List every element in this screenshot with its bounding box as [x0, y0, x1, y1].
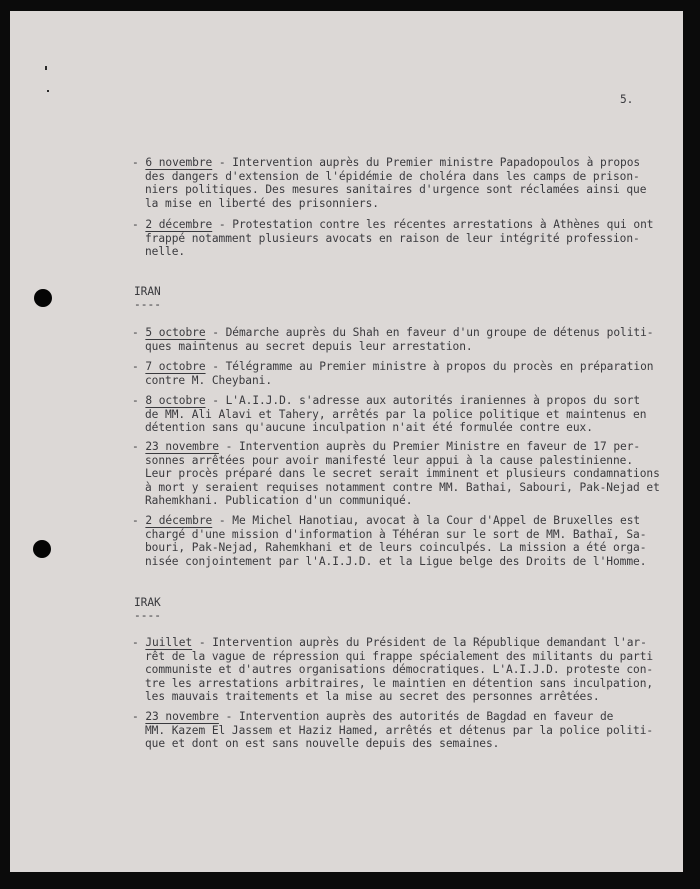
punch-hole-bottom — [33, 540, 51, 558]
entry-irak-23-novembre: - 23 novembre - Intervention auprès des autorités de Bagdad en faveur de MM. Kazem El Jassem et Haziz Hamed, arrêtés et détenus par la police politi- que et dont on est sans nouvelle depuis des semaines. — [132, 710, 672, 751]
entry-date: 23 novembre — [145, 440, 219, 453]
entry-date: 2 décembre — [145, 514, 213, 527]
entry-date: 5 octobre — [145, 326, 206, 339]
entry-text: à mort y seraient requises notamment contre MM. Bathai, Sabouri, Pak-Nejad et — [145, 480, 660, 494]
entry-iran-2-decembre: - 2 décembre - Me Michel Hanotiau, avocat à la Cour d'Appel de Bruxelles est chargé d'une mission d'information à Téhéran sur le sort de MM. Bathaï, Sa- bouri, Pak-Nejad, Rahemkhani et de leurs coinculpés. La mission a été orga- nisée conjointement par l'A.I.J.D. et la Ligue belge des Droits de l'Homme. — [132, 514, 672, 568]
ink-speck — [47, 90, 49, 92]
section-title-iran: IRAN — [134, 285, 161, 298]
entry-text: les mauvais traitements et la mise au secret des personnes arrêtées. — [145, 690, 600, 704]
entry-text: communiste et d'autres organisations démocratiques. L'A.I.J.D. proteste con- — [145, 663, 654, 677]
entry-text: - Télégramme au Premier ministre à propos du procès en préparation — [205, 360, 654, 373]
entry-date: 23 novembre — [145, 710, 219, 723]
entry-iran-23-novembre: - 23 novembre - Intervention auprès du Premier Ministre en faveur de 17 per- sonnes arrêtées pour avoir manifesté leur appui à la cause palestinienne. Leur procès préparé dans le secret serait imminent et plusieurs condamnations à mort y seraient requises notamment contre MM. Bathai, Sabouri, Pak-Nejad et Rahemkhani. Publication d'un communiqué. — [132, 440, 672, 508]
entry-text: - Intervention auprès du Premier Ministre en faveur de 17 per- — [218, 440, 641, 453]
entry-text: rêt de la vague de répression qui frappe spécialement des militants du parti — [145, 649, 654, 663]
entry-text: contre M. Cheybani. — [145, 373, 273, 387]
entry-text: chargé d'une mission d'information à Téhéran sur le sort de MM. Bathaï, Sa- — [145, 527, 647, 541]
entry-text: de MM. Ali Alavi et Tahery, arrêtés par la police politique et maintenus en — [145, 407, 647, 421]
ink-speck — [45, 66, 47, 70]
entry-irak-juillet: - Juillet - Intervention auprès du Président de la République demandant l'ar- rêt de la vague de répression qui frappe spécialement des militants du parti communiste et d'autres organisations démocratiques. L'A.I.J.D. proteste con- tre les arrestations arbitraires, le maintien en détention sans inculpation, les mauvais traitements et la mise au secret des personnes arrêtées. — [132, 636, 672, 704]
entry-greece-2-decembre: - 2 décembre - Protestation contre les récentes arrestations à Athènes qui ont frappé notamment plusieurs avocats en raison de leur intégrité profession- nelle. — [132, 218, 672, 259]
entry-text: bouri, Pak-Nejad, Rahemkhani et de leurs coinculpés. La mission a été orga- — [145, 541, 647, 555]
entry-date: 7 octobre — [145, 360, 206, 373]
page-number: 5. — [620, 93, 634, 106]
entry-date: 2 décembre — [145, 218, 213, 231]
section-title-irak: IRAK — [134, 596, 161, 609]
entry-date: Juillet — [145, 636, 193, 649]
entry-iran-7-octobre: - 7 octobre - Télégramme au Premier ministre à propos du procès en préparation contre M. Cheybani. — [132, 360, 672, 387]
entry-text: - Intervention auprès du Président de la République demandant l'ar- — [192, 636, 647, 649]
entry-text: niers politiques. Des mesures sanitaires d'urgence sont réclamées ainsi que — [145, 183, 647, 197]
entry-text: - Me Michel Hanotiau, avocat à la Cour d'Appel de Bruxelles est — [212, 514, 641, 527]
punch-hole-top — [34, 289, 52, 307]
entry-date: 6 novembre — [145, 156, 213, 169]
entry-text: sonnes arrêtées pour avoir manifesté leur appui à la cause palestinienne. — [145, 453, 634, 467]
entry-text: frappé notamment plusieurs avocats en raison de leur intégrité profession- — [145, 231, 640, 245]
entry-iran-8-octobre: - 8 octobre - L'A.I.J.D. s'adresse aux autorités iraniennes à propos du sort de MM. Ali Alavi et Tahery, arrêtés par la police politique et maintenus en détention sans qu'aucune inculpation n'ait été formulée contre eux. — [132, 394, 672, 435]
entry-text: que et dont on est sans nouvelle depuis des semaines. — [145, 737, 500, 751]
entry-text: ques maintenus au secret depuis leur arrestation. — [145, 339, 473, 353]
entry-greece-6-novembre: - 6 novembre - Intervention auprès du Premier ministre Papadopoulos à propos des dangers d'extension de l'épidémie de choléra dans les camps de prison- niers politiques. Des mesures sanitaires d'urgence sont réclamées ainsi que la mise en liberté des prisonniers. — [132, 156, 672, 210]
entry-text: nelle. — [145, 245, 186, 259]
entry-text: la mise en liberté des prisonniers. — [145, 196, 379, 210]
entry-iran-5-octobre: - 5 octobre - Démarche auprès du Shah en faveur d'un groupe de détenus politi- ques maintenus au secret depuis leur arrestation. — [132, 326, 672, 353]
entry-text: détention sans qu'aucune inculpation n'ait été formulée contre eux. — [145, 421, 593, 435]
entry-text: - Intervention auprès des autorités de Bagdad en faveur de — [218, 710, 614, 723]
entry-text: Leur procès préparé dans le secret serait imminent et plusieurs condamnations — [145, 467, 660, 481]
entry-text: - Intervention auprès du Premier ministre Papadopoulos à propos — [212, 156, 641, 169]
section-underline: ---- — [134, 298, 161, 311]
entry-text: nisée conjointement par l'A.I.J.D. et la Ligue belge des Droits de l'Homme. — [145, 554, 647, 568]
entry-text: - Démarche auprès du Shah en faveur d'un groupe de détenus politi- — [205, 326, 654, 339]
entry-text: tre les arrestations arbitraires, le maintien en détention sans inculpation, — [145, 676, 654, 690]
entry-text: Rahemkhani. Publication d'un communiqué. — [145, 494, 413, 508]
entry-text: - L'A.I.J.D. s'adresse aux autorités iraniennes à propos du sort — [205, 394, 641, 407]
entry-date: 8 octobre — [145, 394, 206, 407]
entry-text: des dangers d'extension de l'épidémie de choléra dans les camps de prison- — [145, 169, 640, 183]
section-underline: ---- — [134, 609, 161, 622]
entry-text: - Protestation contre les récentes arrestations à Athènes qui ont — [212, 218, 654, 231]
entry-text: MM. Kazem El Jassem et Haziz Hamed, arrêtés et détenus par la police politi- — [145, 723, 654, 737]
